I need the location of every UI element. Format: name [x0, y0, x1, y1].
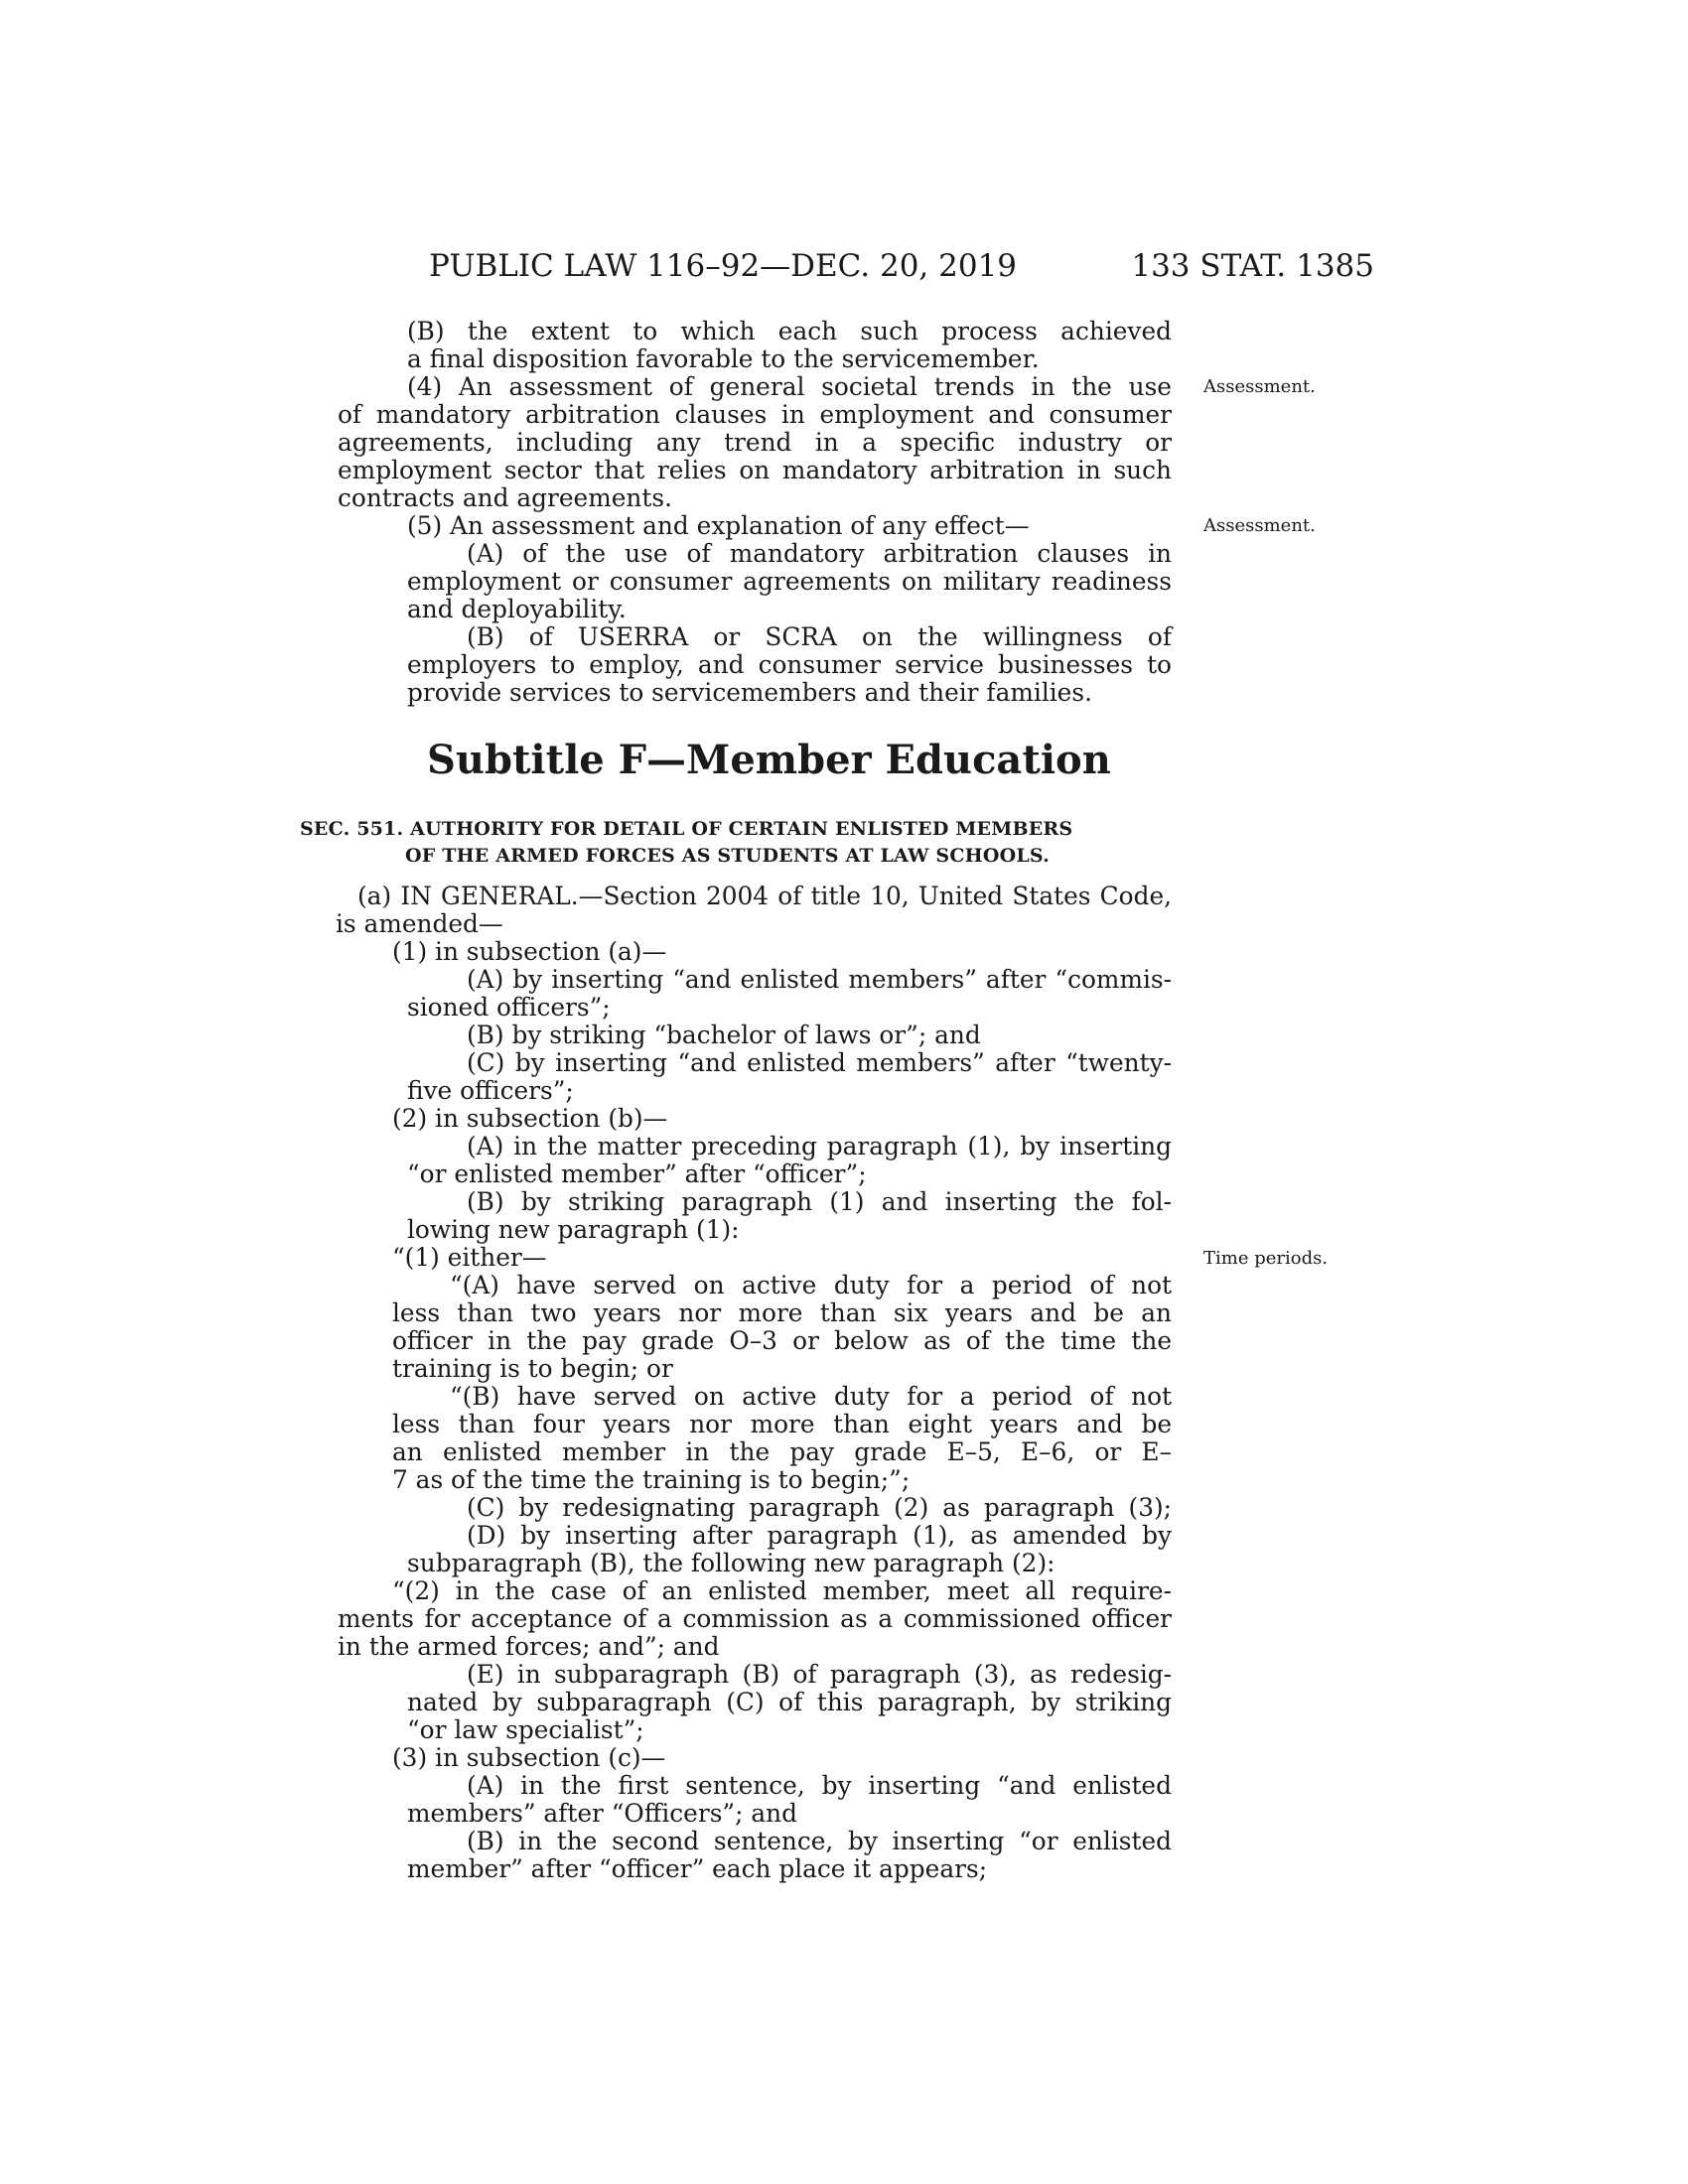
text-line: (C) by inserting “and enlisted members” after “twenty- [467, 1048, 1172, 1077]
text-line: of mandatory arbitration clauses in employment and consumer [338, 400, 1172, 429]
text-line: (A) by inserting “and enlisted members” after “commis- [467, 965, 1172, 994]
text-line: and deployability. [407, 595, 627, 623]
text-line: an enlisted member in the pay grade E–5, E–6, or E– [392, 1437, 1172, 1466]
text-line: members” after “Officers”; and [407, 1799, 797, 1828]
margin-note-time-periods: Time periods. [1203, 1248, 1329, 1269]
text-line: lowing new paragraph (1): [407, 1215, 740, 1244]
text-line: (4) An assessment of general societal trends in the use [407, 372, 1172, 401]
text-line: ments for acceptance of a commission as a commissioned officer [338, 1604, 1172, 1633]
text-line: (3) in subsection (c)— [392, 1743, 666, 1772]
text-line: provide services to servicemembers and their families. [407, 678, 1092, 707]
subtitle-heading: Subtitle F—Member Education [427, 737, 1111, 783]
text-line: less than four years nor more than eight years and be [392, 1410, 1172, 1438]
text-line: “(2) in the case of an enlisted member, meet all require- [392, 1576, 1172, 1605]
text-line: “or law specialist”; [407, 1715, 644, 1744]
text-line: (A) in the matter preceding paragraph (1), by inserting [467, 1132, 1172, 1160]
section-heading-line1: SEC. 551. AUTHORITY FOR DETAIL OF CERTAIN ENLISTED MEMBERS [300, 818, 1073, 840]
section-heading-line2: OF THE ARMED FORCES AS STUDENTS AT LAW SCHOOLS. [405, 845, 1050, 867]
text-line: employment or consumer agreements on military readiness [407, 567, 1172, 596]
margin-note-assessment: Assessment. [1203, 515, 1316, 536]
text-line: 7 as of the time the training is to begin;”; [392, 1465, 911, 1494]
text-line: is amended— [336, 909, 503, 938]
text-line: (1) in subsection (a)— [392, 937, 667, 966]
text-line: training is to begin; or [392, 1354, 673, 1383]
text-line: “(A) have served on active duty for a period of not [450, 1271, 1172, 1299]
text-line: (A) in the first sentence, by inserting “and enlisted [467, 1771, 1172, 1800]
text-line: subparagraph (B), the following new paragraph (2): [407, 1549, 1055, 1577]
text-line: (C) by redesignating paragraph (2) as paragraph (3); [467, 1493, 1172, 1522]
text-line: a final disposition favorable to the servicemember. [407, 344, 1040, 373]
text-line: (E) in subparagraph (B) of paragraph (3), as redesig- [467, 1660, 1172, 1689]
text-line: officer in the pay grade O–3 or below as of the time the [392, 1326, 1172, 1355]
text-line: (5) An assessment and explanation of any effect— [407, 511, 1030, 540]
text-line: less than two years nor more than six years and be an [392, 1298, 1172, 1327]
text-line: (B) by striking “bachelor of laws or”; and [467, 1021, 981, 1049]
text-line: (2) in subsection (b)— [392, 1104, 668, 1133]
text-line: five officers”; [407, 1076, 574, 1105]
text-line: in the armed forces; and”; and [338, 1632, 720, 1661]
text-line: member” after “officer” each place it appears; [407, 1854, 988, 1883]
text-line: “(1) either— [392, 1243, 547, 1272]
text-line: “or enlisted member” after “officer”; [407, 1160, 867, 1188]
text-line: agreements, including any trend in a specific industry or [338, 428, 1172, 457]
text-line: “(B) have served on active duty for a period of not [450, 1382, 1172, 1411]
text-line: (B) the extent to which each such process achieved [407, 317, 1172, 345]
text-line: contracts and agreements. [338, 483, 672, 512]
text-line: sioned officers”; [407, 993, 611, 1022]
text-line: (B) of USERRA or SCRA on the willingness of [467, 622, 1172, 651]
running-header-left: PUBLIC LAW 116–92—DEC. 20, 2019 [429, 248, 1018, 284]
text-line: (B) by striking paragraph (1) and inserting the fol- [467, 1187, 1172, 1216]
text-line: (D) by inserting after paragraph (1), as amended by [467, 1521, 1172, 1550]
running-header-right: 133 STAT. 1385 [1131, 248, 1374, 284]
text-line: nated by subparagraph (C) of this paragraph, by striking [407, 1688, 1172, 1716]
margin-note-assessment: Assessment. [1203, 376, 1316, 397]
text-line: employers to employ, and consumer service businesses to [407, 650, 1172, 679]
text-line: (B) in the second sentence, by inserting “or enlisted [467, 1827, 1172, 1855]
text-line: employment sector that relies on mandatory arbitration in such [338, 456, 1172, 484]
text-line: (a) IN GENERAL.—Section 2004 of title 10, United States Code, [357, 882, 1172, 910]
text-line: (A) of the use of mandatory arbitration clauses in [467, 539, 1172, 568]
